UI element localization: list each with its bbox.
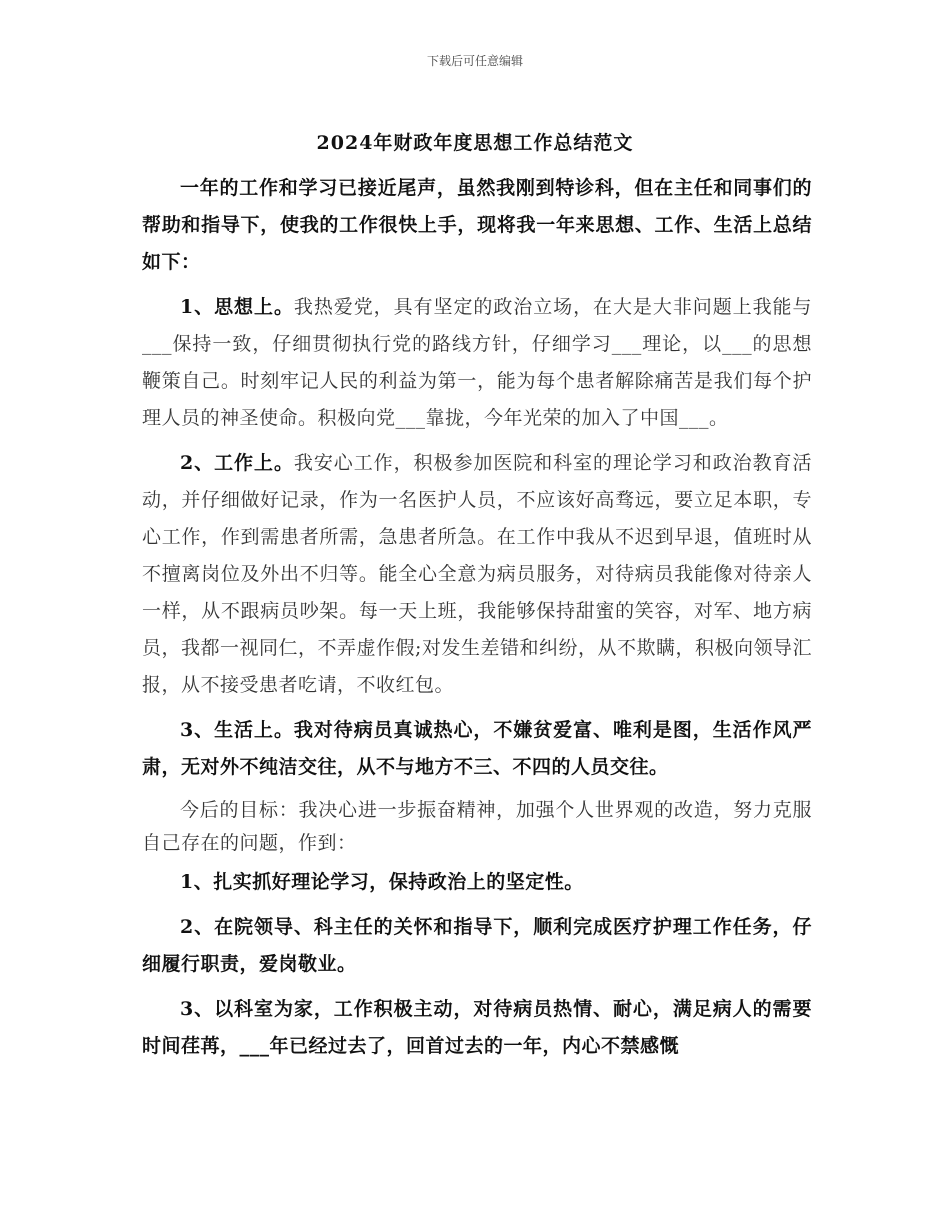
header-note: 下载后可任意编辑 [426,54,523,68]
goal-item-1: 1、扎实抓好理论学习，保持政治上的坚定性。 [180,871,584,893]
goals-paragraph: 今后的目标：我决心进一步振奋精神，加强个人世界观的改造，努力克服自己存在的问题，作到： [142,799,812,854]
section-work-body: 我安心工作，积极参加医院和科室的理论学习和政治教育活动，并仔细做好记录，作为一名医护人员，不应该好高骛远，要立足本职，专心工作，作到需患者所需，急患者所急。在工作中我从不迟到早退，值班时从不擅离岗位及外出不归等。能全心全意为病员服务，对待病员我能像对待亲人一样，从不跟病员吵架。每一天上班，我能够保持甜蜜的笑容，对军、地方病员，我都一视同仁，不弄虚作假;对发生差错和纠纷，从不欺瞒，积极向领导汇报，从不接受患者吃请，不收红包。 [142,452,812,696]
goal-item-3: 3、以科室为家，工作积极主动，对待病员热情、耐心，满足病人的需要时间荏苒，___年已经过去了，回首过去的一年，内心不禁感慨 [142,998,812,1057]
goal-item-2: 2、在院领导、科主任的关怀和指导下，顺利完成医疗护理工作任务，仔细履行职责，爱岗敬业。 [142,916,812,975]
document-body [142,170,812,1073]
section-work-heading: 2、工作上。 [180,452,294,474]
section-life-paragraph: 3、生活上。我对待病员真诚热心，不嫌贫爱富、唯利是图，生活作风严肃，无对外不纯洁交往，从不与地方不三、不四的人员交往。 [142,719,812,778]
section-thought-paragraph [142,289,812,437]
document-title: 2024年财政年度思想工作总结范文 [316,132,634,154]
section-thought-heading: 1、思想上。 [180,296,294,318]
section-thought-body: 我热爱党，具有坚定的政治立场，在大是大非问题上我能与___保持一致，仔细贯彻执行党的路线方针，仔细学习___理论，以___的思想鞭策自己。时刻牢记人民的利益为第一，能为每个患者解除痛苦是我们每个护理人员的神圣使命。积极向党___靠拢，今年光荣的加入了中国___。 [142,296,812,429]
section-work-paragraph [142,445,812,704]
intro-paragraph: 一年的工作和学习已接近尾声，虽然我刚到特诊科，但在主任和同事们的帮助和指导下，使我的工作很快上手，现将我一年来思想、工作、生活上总结如下： [142,177,812,273]
